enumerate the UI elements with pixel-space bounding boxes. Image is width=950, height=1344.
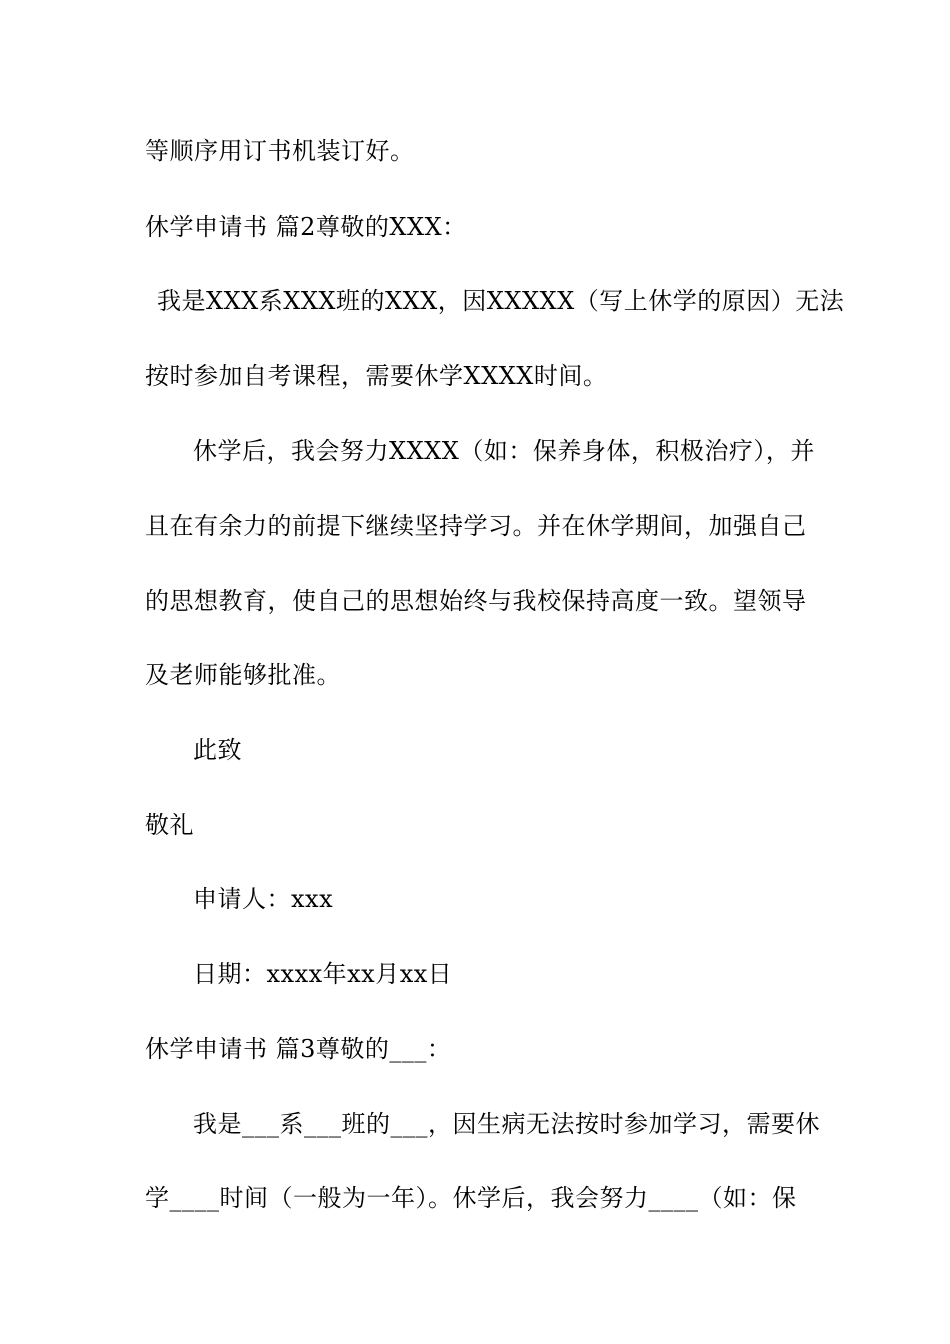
date-line: 日期：xxxx年xx月xx日	[193, 960, 453, 988]
applicant-line: 申请人：xxx	[193, 885, 334, 913]
closing-salutation: 此致	[193, 736, 242, 764]
heading-section-3: 休学申请书 篇3尊敬的___：	[145, 1035, 452, 1063]
paragraph-line: 及老师能够批准。	[145, 661, 341, 689]
paragraph-line: 学____时间（一般为一年）。休学后，我会努力____（如：保	[145, 1184, 797, 1212]
paragraph-line: 的思想教育，使自己的思想始终与我校保持高度一致。望领导	[145, 587, 807, 615]
paragraph-line: 我是XXX系XXX班的XXX，因XXXXX（写上休学的原因）无法	[157, 287, 845, 315]
heading-section-2: 休学申请书 篇2尊敬的XXX：	[145, 213, 467, 241]
paragraph-line: 休学后，我会努力XXXX（如：保养身体，积极治疗），并	[193, 437, 815, 465]
text-line-continuation: 等顺序用订书机装订好。	[145, 137, 415, 165]
paragraph-line: 且在有余力的前提下继续坚持学习。并在休学期间，加强自己	[145, 512, 807, 540]
paragraph-line: 我是___系___班的___，因生病无法按时参加学习，需要休	[193, 1110, 820, 1138]
closing-regards: 敬礼	[145, 811, 194, 839]
paragraph-line: 按时参加自考课程，需要休学XXXX时间。	[145, 362, 608, 390]
